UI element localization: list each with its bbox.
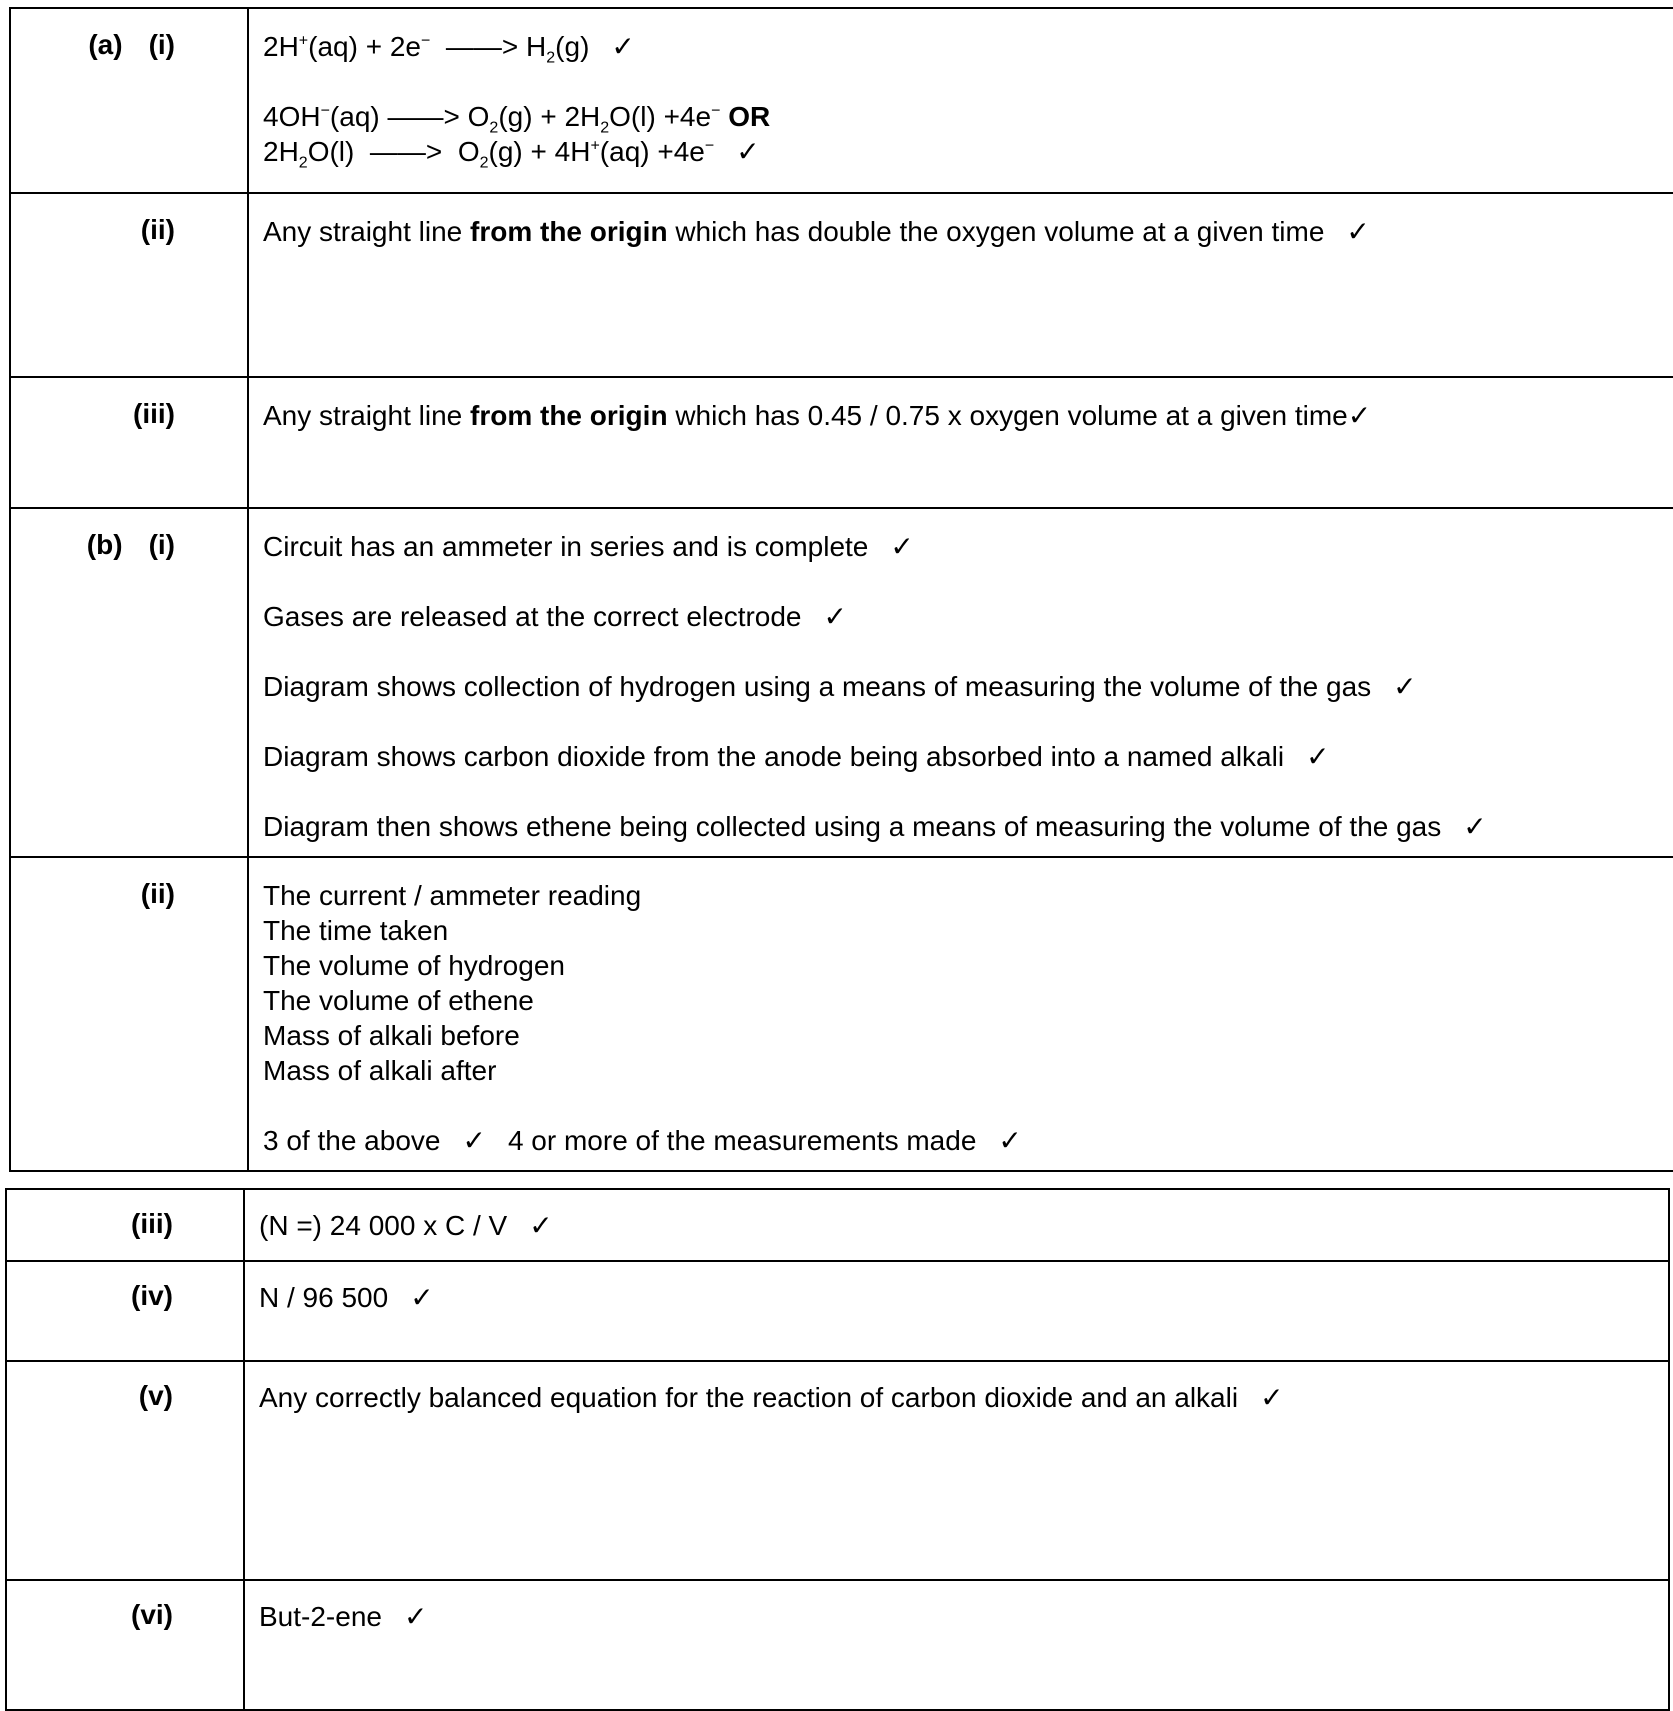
tick-mark: ✓	[529, 1210, 553, 1241]
row-b-vi	[6, 1580, 1669, 1710]
measurement-summary: 3 of the above ✓ 4 or more of the measurements made ✓	[263, 1125, 1022, 1156]
question-label-cell: (ii)	[10, 857, 248, 1171]
question-label-cell: (iii)	[10, 377, 248, 508]
subpart-label: (i)	[148, 29, 175, 60]
question-label-cell	[10, 8, 248, 193]
question-label-cell	[10, 508, 248, 857]
answer-text: Any straight line from the origin which has double the oxygen volume at a given time ✓	[263, 216, 1370, 247]
answer-cell	[244, 1361, 1669, 1580]
tick-mark: ✓	[1393, 671, 1417, 702]
answer-cell	[248, 508, 1673, 857]
measurement-item: The volume of ethene	[263, 985, 534, 1016]
marking-point: Diagram shows carbon dioxide from the anode being absorbed into a named alkali ✓	[263, 741, 1330, 772]
answer-cell	[248, 377, 1673, 508]
measurement-item: The time taken	[263, 915, 449, 946]
anode-equation-water: $2H_2O(l)$ ——> $O_2(g) + 4H^+(aq) +4e^-$ ✓	[263, 136, 760, 172]
tick-mark: ✓	[1260, 1382, 1284, 1413]
question-label-cell: (iv)	[6, 1261, 244, 1361]
question-label-cell: (v)	[6, 1361, 244, 1580]
tick-mark: ✓	[410, 1282, 434, 1313]
part-label: (a)	[88, 29, 123, 60]
answer-cell	[248, 193, 1673, 377]
answer-cell	[244, 1580, 1669, 1710]
marking-point: Diagram shows collection of hydrogen using a means of measuring the volume of the gas ✓	[263, 671, 1417, 702]
subpart-label: (i)	[148, 529, 175, 560]
answer-cell	[248, 857, 1673, 1171]
row-a-ii	[10, 193, 1673, 377]
row-a-i	[10, 8, 1673, 193]
answer-cell	[244, 1189, 1669, 1261]
answer-cell	[248, 8, 1673, 193]
tick-mark: ✓	[611, 31, 635, 62]
row-a-iii	[10, 377, 1673, 508]
or-keyword: OR	[728, 101, 771, 132]
mark-scheme-table-1	[9, 7, 1673, 1172]
anode-equation-alkaline: 4OH−(aq) ——> $O_2(g) + 2H_2O(l) +4e^-$ OR	[263, 101, 771, 137]
answer-text: But-2-ene ✓	[259, 1601, 428, 1632]
tick-mark: ✓	[890, 531, 914, 562]
measurement-item: Mass of alkali after	[263, 1055, 497, 1086]
tick-mark: ✓	[1306, 741, 1330, 772]
tick-mark: ✓	[403, 1601, 428, 1632]
answer-text: (N =) 24 000 x C / V ✓	[259, 1210, 553, 1241]
marking-point: Circuit has an ammeter in series and is complete ✓	[263, 531, 914, 562]
measurement-item: The current / ammeter reading	[263, 880, 642, 911]
cathode-equation: 2H+(aq) + 2e− ——> $H_2(g)$ ✓	[263, 31, 635, 67]
tick-mark: ✓	[1346, 216, 1370, 247]
question-label-cell: (iii)	[6, 1189, 244, 1261]
tick-mark: ✓	[823, 601, 847, 632]
part-label: (b)	[86, 529, 123, 560]
row-b-iii	[6, 1189, 1669, 1261]
tick-mark: ✓	[1347, 400, 1372, 431]
marking-point: Diagram then shows ethene being collected using a means of measuring the volume of the gas ✓	[263, 811, 1487, 842]
tick-mark: ✓	[998, 1125, 1022, 1156]
tick-mark: ✓	[462, 1125, 486, 1156]
row-b-i	[10, 508, 1673, 857]
answer-text: Any correctly balanced equation for the reaction of carbon dioxide and an alkali ✓	[259, 1382, 1284, 1413]
answer-text: N / 96 500 ✓	[259, 1282, 434, 1313]
tick-mark: ✓	[736, 136, 760, 167]
marking-point: Gases are released at the correct electrode ✓	[263, 601, 847, 632]
tick-mark: ✓	[1463, 811, 1487, 842]
answer-text: Any straight line from the origin which has 0.45 / 0.75 x oxygen volume at a given time✓	[263, 400, 1372, 431]
question-label-cell: (vi)	[6, 1580, 244, 1710]
measurement-item: The volume of hydrogen	[263, 950, 565, 981]
answer-cell	[244, 1261, 1669, 1361]
row-b-iv	[6, 1261, 1669, 1361]
row-b-v	[6, 1361, 1669, 1580]
measurement-item: Mass of alkali before	[263, 1020, 520, 1051]
question-label-cell: (ii)	[10, 193, 248, 377]
mark-scheme-table-2	[5, 1188, 1670, 1711]
row-b-ii	[10, 857, 1673, 1171]
